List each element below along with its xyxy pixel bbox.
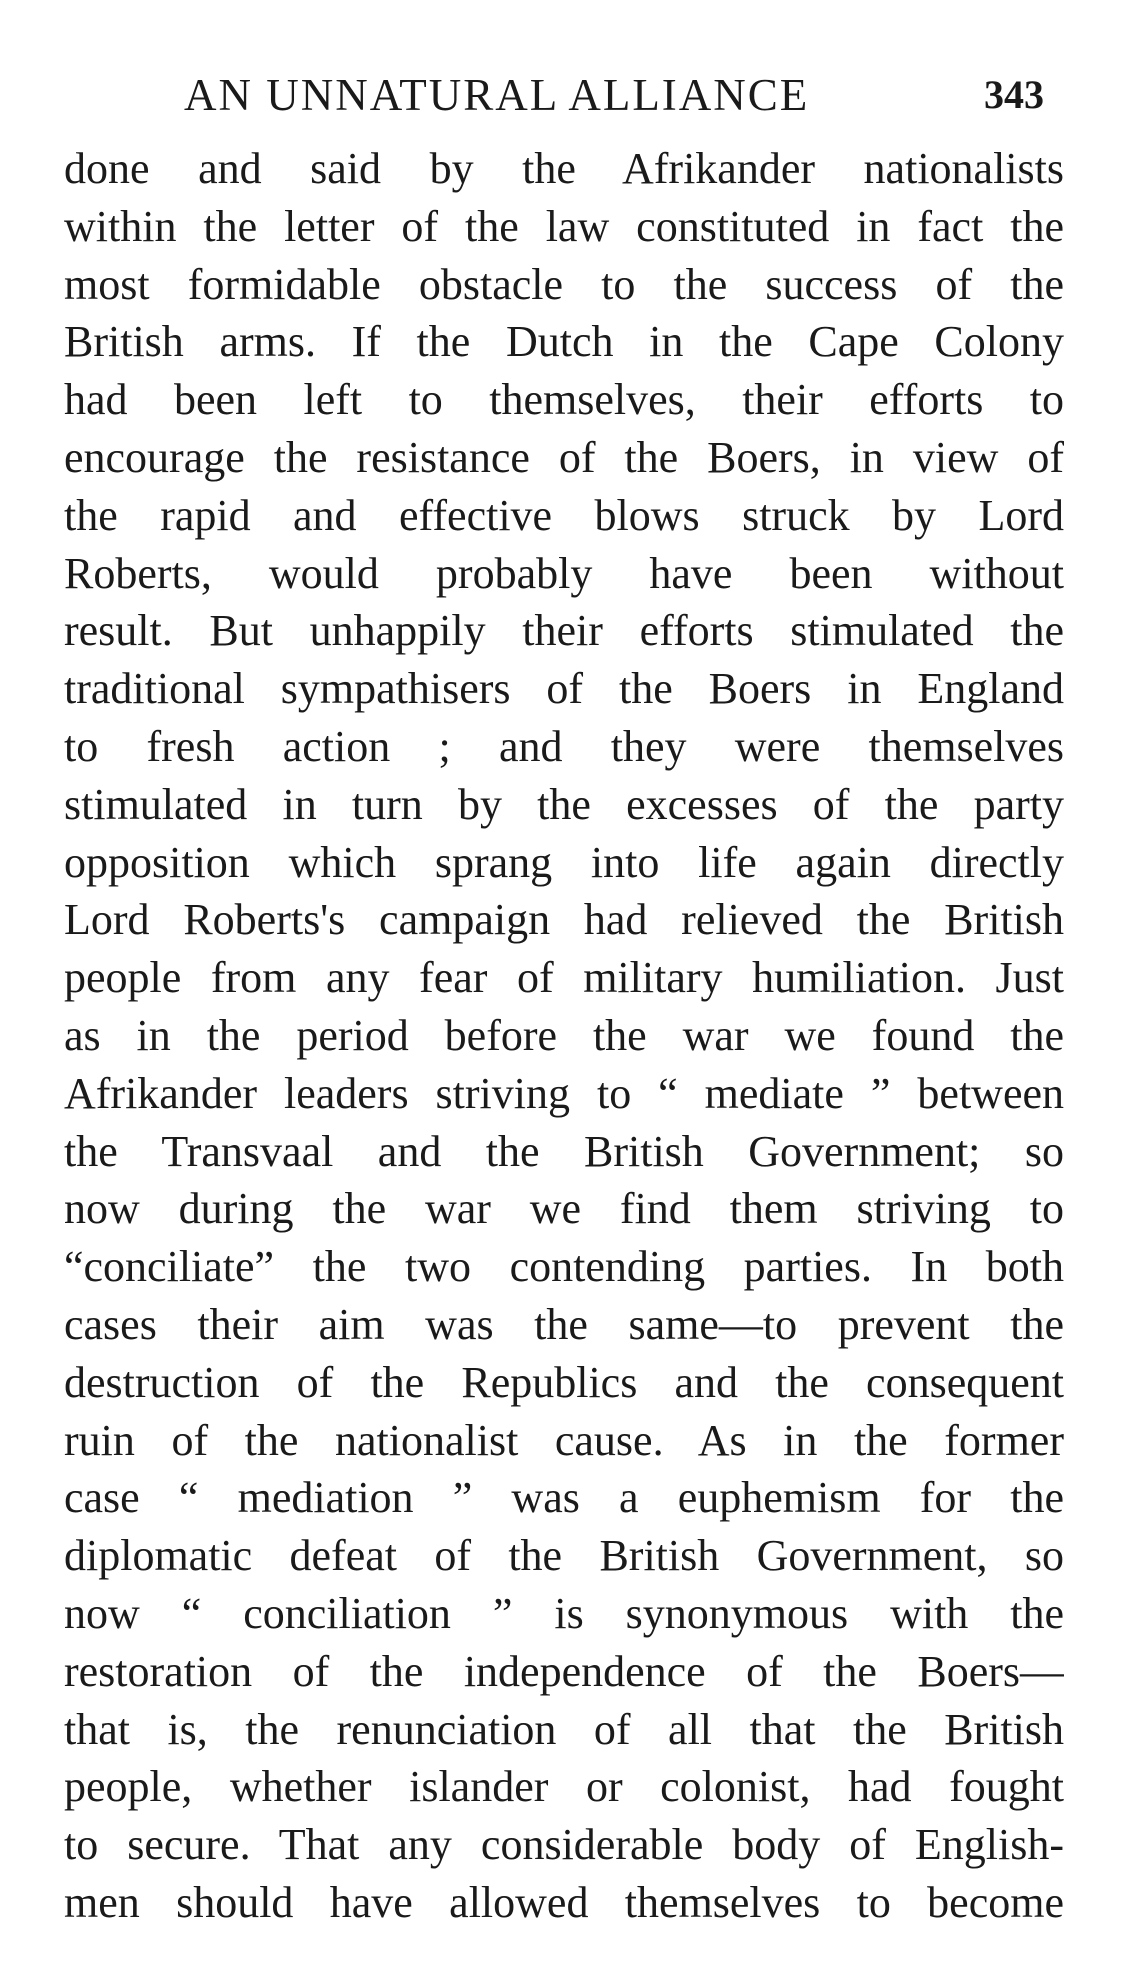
text-line: restoration of the independence of the Boers— xyxy=(64,1646,1064,1696)
text-line: men should have allowed themselves to become xyxy=(64,1877,1064,1927)
text-line: now during the war we find them striving to xyxy=(64,1184,1064,1234)
text-line: diplomatic defeat of the British Government, so xyxy=(64,1531,1064,1581)
text-line: cases their aim was the same—to prevent the xyxy=(64,1299,1064,1349)
text-line: Afrikander leaders striving to “ mediate ” between xyxy=(64,1068,1064,1118)
text-line: people, whether islander or colonist, had fought xyxy=(64,1762,1064,1812)
text-line: Roberts, would probably have been without xyxy=(64,548,1064,598)
text-line: had been left to themselves, their efforts to xyxy=(64,375,1064,425)
text-line: now “ conciliation ” is synonymous with the xyxy=(64,1588,1064,1638)
text-line: as in the period before the war we found the xyxy=(64,1010,1064,1060)
running-title: AN UNNATURAL ALLIANCE xyxy=(184,70,810,120)
text-line: Lord Roberts's campaign had relieved the British xyxy=(64,895,1064,945)
text-line: result. But unhappily their efforts stimulated the xyxy=(64,606,1064,656)
running-head xyxy=(64,70,1064,120)
text-line: “conciliate” the two contending parties. In both xyxy=(64,1242,1064,1292)
text-line: people from any fear of military humiliation. Just xyxy=(64,953,1064,1003)
text-line: case “ mediation ” was a euphemism for the xyxy=(64,1473,1064,1523)
text-line: traditional sympathisers of the Boers in England xyxy=(64,664,1064,714)
text-line: British arms. If the Dutch in the Cape Colony xyxy=(64,317,1064,367)
page-number: 343 xyxy=(984,72,1044,117)
text-line: to fresh action ; and they were themselves xyxy=(64,721,1064,771)
text-line: the rapid and effective blows struck by Lord xyxy=(64,490,1064,540)
text-line: opposition which sprang into life again directly xyxy=(64,837,1064,887)
text-line: the Transvaal and the British Government; so xyxy=(64,1126,1064,1176)
text-line: encourage the resistance of the Boers, in view of xyxy=(64,432,1064,482)
text-line: most formidable obstacle to the success of the xyxy=(64,259,1064,309)
body-text xyxy=(64,140,1064,1932)
text-line: done and said by the Afrikander nationalists xyxy=(64,144,1064,193)
text-line: stimulated in turn by the excesses of the party xyxy=(64,779,1064,829)
text-line: ruin of the nationalist cause. As in the former xyxy=(64,1415,1064,1465)
text-line: to secure. That any considerable body of English- xyxy=(64,1820,1064,1870)
text-line: destruction of the Republics and the consequent xyxy=(64,1357,1064,1407)
text-line: within the letter of the law constituted in fact the xyxy=(64,201,1064,251)
text-line: that is, the renunciation of all that the British xyxy=(64,1704,1064,1754)
